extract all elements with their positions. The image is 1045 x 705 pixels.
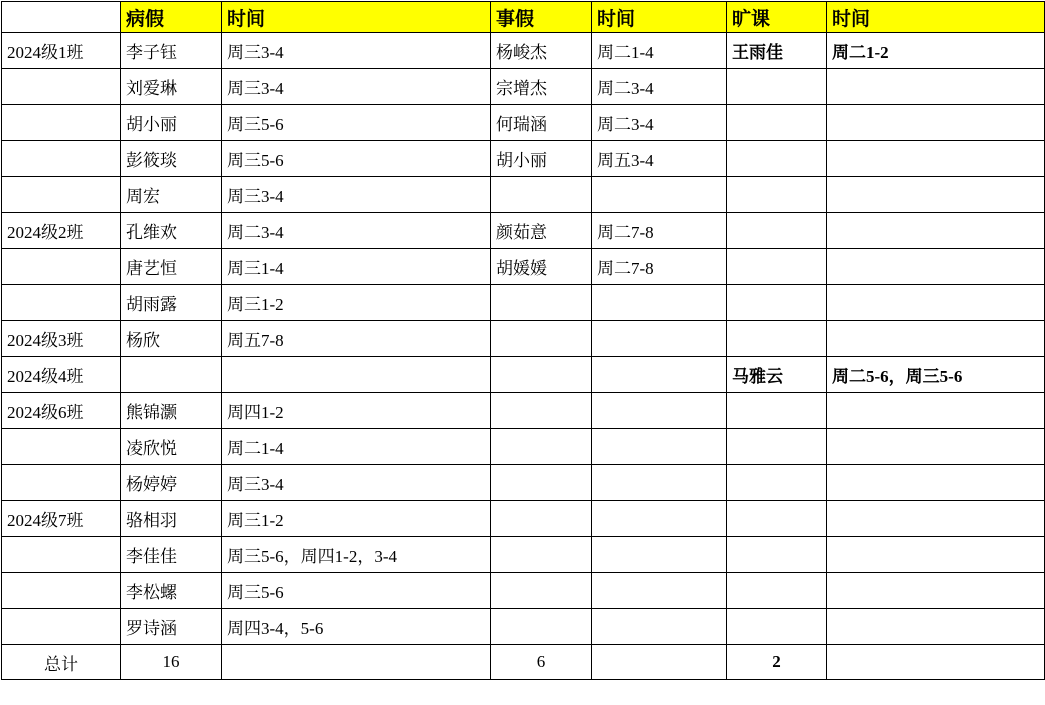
personal-leave-name-cell[interactable]: 胡小丽 [491,141,592,177]
sick-leave-name-cell[interactable]: 李松螺 [121,573,222,609]
personal-leave-time-cell[interactable] [592,537,727,573]
absent-name-cell[interactable] [727,105,827,141]
sick-leave-name-cell[interactable]: 熊锦灏 [121,393,222,429]
personal-leave-name-cell[interactable] [491,573,592,609]
class-cell[interactable]: 2024级6班 [2,393,121,429]
personal-leave-name-cell[interactable] [491,429,592,465]
sick-leave-time-cell[interactable]: 周三1-4 [222,249,491,285]
table-row [2,213,1045,249]
sick-leave-name-cell[interactable]: 胡雨露 [121,285,222,321]
sick-leave-name-cell[interactable]: 骆相羽 [121,501,222,537]
absent-time-cell[interactable] [827,213,1045,249]
table-row [2,249,1045,285]
absent-name-cell[interactable] [727,213,827,249]
table-row [2,321,1045,357]
attendance-table [1,1,1045,680]
absent-name-cell[interactable] [727,141,827,177]
class-cell[interactable]: 2024级1班 [2,33,121,69]
class-cell[interactable]: 2024级7班 [2,501,121,537]
class-cell[interactable] [2,285,121,321]
personal-leave-time-cell[interactable]: 周二3-4 [592,69,727,105]
personal-leave-time-cell[interactable] [592,393,727,429]
absent-time-cell[interactable] [827,501,1045,537]
class-cell[interactable] [2,177,121,213]
class-cell[interactable] [2,105,121,141]
absent-time-cell[interactable] [827,429,1045,465]
sick-leave-time-cell[interactable]: 周三3-4 [222,33,491,69]
table-row [2,105,1045,141]
absent-time-cell[interactable] [827,393,1045,429]
sick-leave-time-cell[interactable]: 周三5-6 [222,573,491,609]
header-absent-time[interactable]: 时间 [827,2,1045,33]
personal-leave-name-cell[interactable] [491,537,592,573]
personal-leave-time-cell[interactable]: 周二1-4 [592,33,727,69]
absent-time-cell[interactable] [827,285,1045,321]
sick-leave-time-cell[interactable]: 周二3-4 [222,213,491,249]
personal-leave-name-cell[interactable]: 胡媛媛 [491,249,592,285]
table-row [2,537,1045,573]
absent-time-cell[interactable] [827,321,1045,357]
header-sick-time[interactable]: 时间 [222,2,491,33]
absent-name-cell[interactable] [727,285,827,321]
sick-leave-name-cell[interactable]: 唐艺恒 [121,249,222,285]
class-cell[interactable] [2,69,121,105]
class-cell[interactable] [2,429,121,465]
absent-name-cell[interactable] [727,429,827,465]
table-row [2,393,1045,429]
sick-leave-time-cell[interactable]: 周三5-6 [222,105,491,141]
personal-leave-time-cell[interactable] [592,321,727,357]
sick-leave-name-cell[interactable]: 李佳佳 [121,537,222,573]
personal-leave-time-cell[interactable] [592,573,727,609]
sick-leave-time-cell[interactable]: 周三3-4 [222,465,491,501]
personal-leave-time-cell[interactable]: 周二3-4 [592,105,727,141]
total-label-cell[interactable]: 总计 [2,645,121,680]
personal-leave-name-cell[interactable] [491,357,592,393]
header-row [2,2,1045,33]
absent-name-cell[interactable] [727,465,827,501]
personal-leave-name-cell[interactable] [491,465,592,501]
class-cell[interactable] [2,465,121,501]
class-cell[interactable] [2,537,121,573]
personal-leave-time-cell[interactable] [592,465,727,501]
sick-leave-name-cell[interactable] [121,357,222,393]
sick-leave-name-cell[interactable]: 罗诗涵 [121,609,222,645]
absent-name-cell[interactable] [727,321,827,357]
table-row [2,501,1045,537]
personal-leave-name-cell[interactable]: 宗增杰 [491,69,592,105]
personal-leave-time-cell[interactable]: 周五3-4 [592,141,727,177]
absent-time-cell[interactable] [827,69,1045,105]
personal-leave-name-cell[interactable] [491,321,592,357]
sick-leave-name-cell[interactable]: 周宏 [121,177,222,213]
total-sick-time-cell[interactable] [222,645,491,680]
class-cell[interactable] [2,609,121,645]
sick-leave-time-cell[interactable]: 周三1-2 [222,285,491,321]
personal-leave-time-cell[interactable] [592,177,727,213]
table-row [2,33,1045,69]
sick-leave-time-cell[interactable]: 周三3-4 [222,69,491,105]
sick-leave-time-cell[interactable]: 周三5-6 [222,141,491,177]
absent-time-cell[interactable] [827,609,1045,645]
table-row [2,357,1045,393]
header-personal-leave[interactable]: 事假 [491,2,592,33]
sick-leave-name-cell[interactable]: 杨婷婷 [121,465,222,501]
header-corner-cell[interactable] [2,2,121,33]
table-row [2,177,1045,213]
table-row [2,573,1045,609]
class-cell[interactable] [2,573,121,609]
absent-name-cell[interactable] [727,69,827,105]
personal-leave-time-cell[interactable]: 周二7-8 [592,213,727,249]
absent-name-cell[interactable] [727,537,827,573]
personal-leave-name-cell[interactable] [491,609,592,645]
absent-name-cell[interactable] [727,393,827,429]
table-row [2,285,1045,321]
absent-time-cell[interactable] [827,141,1045,177]
absent-time-cell[interactable] [827,177,1045,213]
total-absent-count-cell[interactable]: 2 [727,645,827,680]
absent-time-cell[interactable] [827,249,1045,285]
sick-leave-name-cell[interactable]: 杨欣 [121,321,222,357]
sick-leave-time-cell[interactable]: 周五7-8 [222,321,491,357]
sick-leave-time-cell[interactable]: 周三5-6，周四1-2，3-4 [222,537,491,573]
absent-name-cell[interactable] [727,609,827,645]
class-cell[interactable] [2,249,121,285]
personal-leave-time-cell[interactable] [592,429,727,465]
personal-leave-name-cell[interactable]: 何瑞涵 [491,105,592,141]
personal-leave-time-cell[interactable]: 周二7-8 [592,249,727,285]
header-absent[interactable]: 旷课 [727,2,827,33]
sick-leave-name-cell[interactable]: 凌欣悦 [121,429,222,465]
sick-leave-name-cell[interactable]: 孔维欢 [121,213,222,249]
sick-leave-name-cell[interactable]: 刘爱琳 [121,69,222,105]
sick-leave-time-cell[interactable]: 周二1-4 [222,429,491,465]
personal-leave-time-cell[interactable] [592,501,727,537]
personal-leave-name-cell[interactable] [491,177,592,213]
total-sick-count-cell[interactable]: 16 [121,645,222,680]
personal-leave-name-cell[interactable] [491,285,592,321]
sick-leave-time-cell[interactable]: 周三3-4 [222,177,491,213]
table-row [2,609,1045,645]
personal-leave-time-cell[interactable] [592,609,727,645]
absent-name-cell[interactable]: 马雅云 [727,357,827,393]
absent-name-cell[interactable] [727,177,827,213]
sick-leave-time-cell[interactable] [222,357,491,393]
absent-name-cell[interactable] [727,501,827,537]
absent-name-cell[interactable]: 王雨佳 [727,33,827,69]
total-personal-count-cell[interactable]: 6 [491,645,592,680]
absent-time-cell[interactable] [827,573,1045,609]
total-row [2,645,1045,680]
absent-time-cell[interactable] [827,105,1045,141]
personal-leave-name-cell[interactable]: 颜茹意 [491,213,592,249]
sick-leave-time-cell[interactable]: 周三1-2 [222,501,491,537]
class-cell[interactable] [2,141,121,177]
class-cell[interactable]: 2024级3班 [2,321,121,357]
header-sick-leave[interactable]: 病假 [121,2,222,33]
sick-leave-time-cell[interactable]: 周四3-4，5-6 [222,609,491,645]
table-row [2,141,1045,177]
personal-leave-name-cell[interactable] [491,393,592,429]
sick-leave-name-cell[interactable]: 李子钰 [121,33,222,69]
class-cell[interactable]: 2024级2班 [2,213,121,249]
class-cell[interactable]: 2024级4班 [2,357,121,393]
personal-leave-name-cell[interactable] [491,501,592,537]
table-row [2,465,1045,501]
sick-leave-name-cell[interactable]: 胡小丽 [121,105,222,141]
personal-leave-time-cell[interactable] [592,285,727,321]
absent-time-cell[interactable]: 周二5-6，周三5-6 [827,357,1045,393]
total-personal-time-cell[interactable] [592,645,727,680]
absent-time-cell[interactable]: 周二1-2 [827,33,1045,69]
absent-time-cell[interactable] [827,465,1045,501]
personal-leave-name-cell[interactable]: 杨峻杰 [491,33,592,69]
sick-leave-name-cell[interactable]: 彭筱琰 [121,141,222,177]
sick-leave-time-cell[interactable]: 周四1-2 [222,393,491,429]
personal-leave-time-cell[interactable] [592,357,727,393]
absent-name-cell[interactable] [727,249,827,285]
absent-time-cell[interactable] [827,537,1045,573]
table-row [2,69,1045,105]
table-row [2,429,1045,465]
header-personal-time[interactable]: 时间 [592,2,727,33]
total-absent-time-cell[interactable] [827,645,1045,680]
absent-name-cell[interactable] [727,573,827,609]
